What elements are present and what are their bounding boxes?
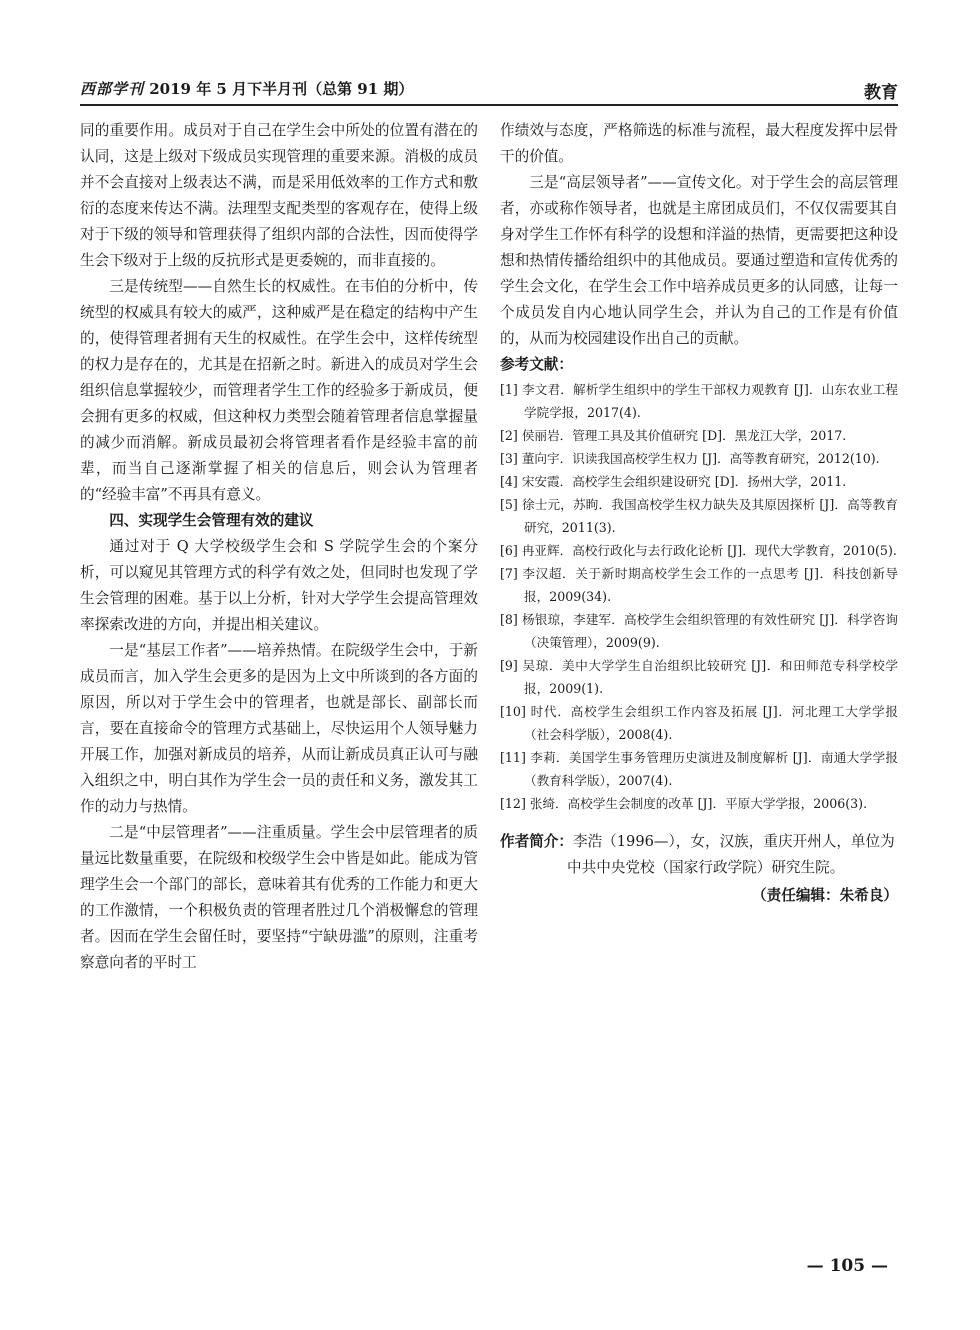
reference-item: [3] 董向宇．识读我国高校学生权力 [J]．高等教育研究，2012(10). <box>500 451 880 466</box>
issue-info: 2019 年 5 月下半月刊（总第 91 期） <box>144 80 414 98</box>
journal-logo: 西部学刊 <box>80 80 145 98</box>
editor-note: （责任编辑：朱希良） <box>752 887 898 904</box>
reference-item: [7] 李汉超．关于新时期高校学生会工作的一点思考 [J]．科技创新导报，2009(34). <box>500 566 898 604</box>
author-line-1: 李浩（1996—），女，汉族，重庆开州人，单位为 <box>572 833 895 850</box>
references-list <box>500 378 898 815</box>
reference-item: [8] 杨银琼，李建军．高校学生会组织管理的有效性研究 [J]．科学咨询（决策管理），2009(9). <box>500 612 898 650</box>
paragraph: 同的重要作用。成员对于自己在学生会中所处的位置有潜在的认同，这是上级对下级成员实现管理的重要来源。消极的成员并不会直接对上级表达不满，而是采用低效率的工作方式和敷衍的态度来传达不满。法理型支配类型的客观存在，使得上级对于下级的领导和管理获得了组织内部的合法性，因而使得学生会下级对于上级的反抗形式是更委婉的，而非直接的。 <box>80 122 478 269</box>
reference-item: [11] 李莉．美国学生事务管理历史演进及制度解析 [J]．南通大学学报（教育科学版），2007(4). <box>500 750 898 788</box>
reference-item: [9] 吴琼．美中大学学生自治组织比较研究 [J]．和田师范专科学校学报，2009(1). <box>500 658 898 696</box>
author-label: 作者简介： <box>500 833 573 850</box>
reference-item: [10] 时代．高校学生会组织工作内容及拓展 [J]．河北理工大学学报（社会科学版），2008(4). <box>500 704 898 742</box>
reference-item: [4] 宋安霞．高校学生会组织建设研究 [D]．扬州大学，2011. <box>500 474 847 489</box>
paragraph: 一是“基层工作者”——培养热情。在院级学生会中，于新成员而言，加入学生会更多的是因为上文中所谈到的各方面的原因，所以对于学生会中的管理者，也就是部长、副部长而言，要在直接命令的管理方式基础上，尽快运用个人领导魅力开展工作，加强对新成员的培养，从而让新成员真正认可与融入组织之中，明白其作为学生会一员的责任和义务，激发其工作的动力与热情。 <box>80 642 478 815</box>
reference-item: [2] 侯丽岩．管理工具及其价值研究 [D]．黑龙江大学，2017. <box>500 428 847 443</box>
running-header <box>80 74 898 104</box>
paragraph: 作绩效与态度，严格筛选的标准与流程，最大程度发挥中层骨干的价值。 <box>500 122 898 165</box>
right-column <box>500 118 898 909</box>
header-rule <box>80 104 898 106</box>
reference-item: [6] 冉亚辉．高校行政化与去行政化论析 [J]．现代大学教育，2010(5). <box>500 543 897 558</box>
reference-item: [5] 徐士元，苏眗．我国高校学生权力缺失及其原因探析 [J]．高等教育研究，2011(3). <box>500 497 898 535</box>
page-number: — 105 — <box>806 1256 888 1276</box>
references-title: 参考文献： <box>500 356 573 373</box>
left-column <box>80 118 478 976</box>
author-bio <box>500 829 898 881</box>
journal-info <box>80 78 413 99</box>
section-heading: 四、实现学生会管理有效的建议 <box>109 512 314 529</box>
section-name: 教育 <box>864 83 898 103</box>
paragraph: 通过对于 Q 大学校级学生会和 S 学院学生会的个案分析，可以窥见其管理方式的科学有效之处，但同时也发现了学生会管理的困难。基于以上分析，针对大学学生会提高管理效率探索改进的方向，并提出相关建议。 <box>80 538 478 633</box>
paragraph: 二是“中层管理者”——注重质量。学生会中层管理者的质量远比数量重要，在院级和校级学生会中皆是如此。能成为管理学生会一个部门的部长，意味着其有优秀的工作能力和更大的工作激情，一个积极负责的管理者胜过几个消极懈怠的管理者。因而在学生会留任时，要坚持“宁缺毋滥”的原则，注重考察意向者的平时工 <box>80 824 478 971</box>
reference-item: [12] 张绮．高校学生会制度的改革 [J]．平原大学学报，2006(3). <box>500 796 868 811</box>
author-line-2: 中共中央党校（国家行政学院）研究生院。 <box>567 859 845 876</box>
paragraph: 三是“高层领导者”——宣传文化。对于学生会的高层管理者，亦或称作领导者，也就是主席团成员们，不仅仅需要其自身对学生工作怀有科学的设想和洋溢的热情，更需要把这种设想和热情传播给组织中的其他成员。要通过塑造和宣传优秀的学生会文化，在学生会工作中培养成员更多的认同感，让每一个成员发自内心地认同学生会，并认为自己的工作是有价值的，从而为校园建设作出自己的贡献。 <box>500 174 898 347</box>
paragraph: 三是传统型——自然生长的权威性。在韦伯的分析中，传统型的权威具有较大的威严，这种威严是在稳定的结构中产生的，使得管理者拥有天生的权威性。在学生会中，这样传统型的权力是存在的，尤其是在招新之时。新进入的成员对学生会组织信息掌握较少，而管理者学生工作的经验多于新成员，便会拥有更多的权威，但这种权力类型会随着管理者信息掌握量的减少而消解。新成员最初会将管理者看作是经验丰富的前辈，而当自己逐渐掌握了相关的信息后，则会认为管理者的“经验丰富”不再具有意义。 <box>80 278 478 503</box>
reference-item: [1] 李文君．解析学生组织中的学生干部权力观教育 [J]．山东农业工程学院学报，2017(4). <box>500 382 898 420</box>
